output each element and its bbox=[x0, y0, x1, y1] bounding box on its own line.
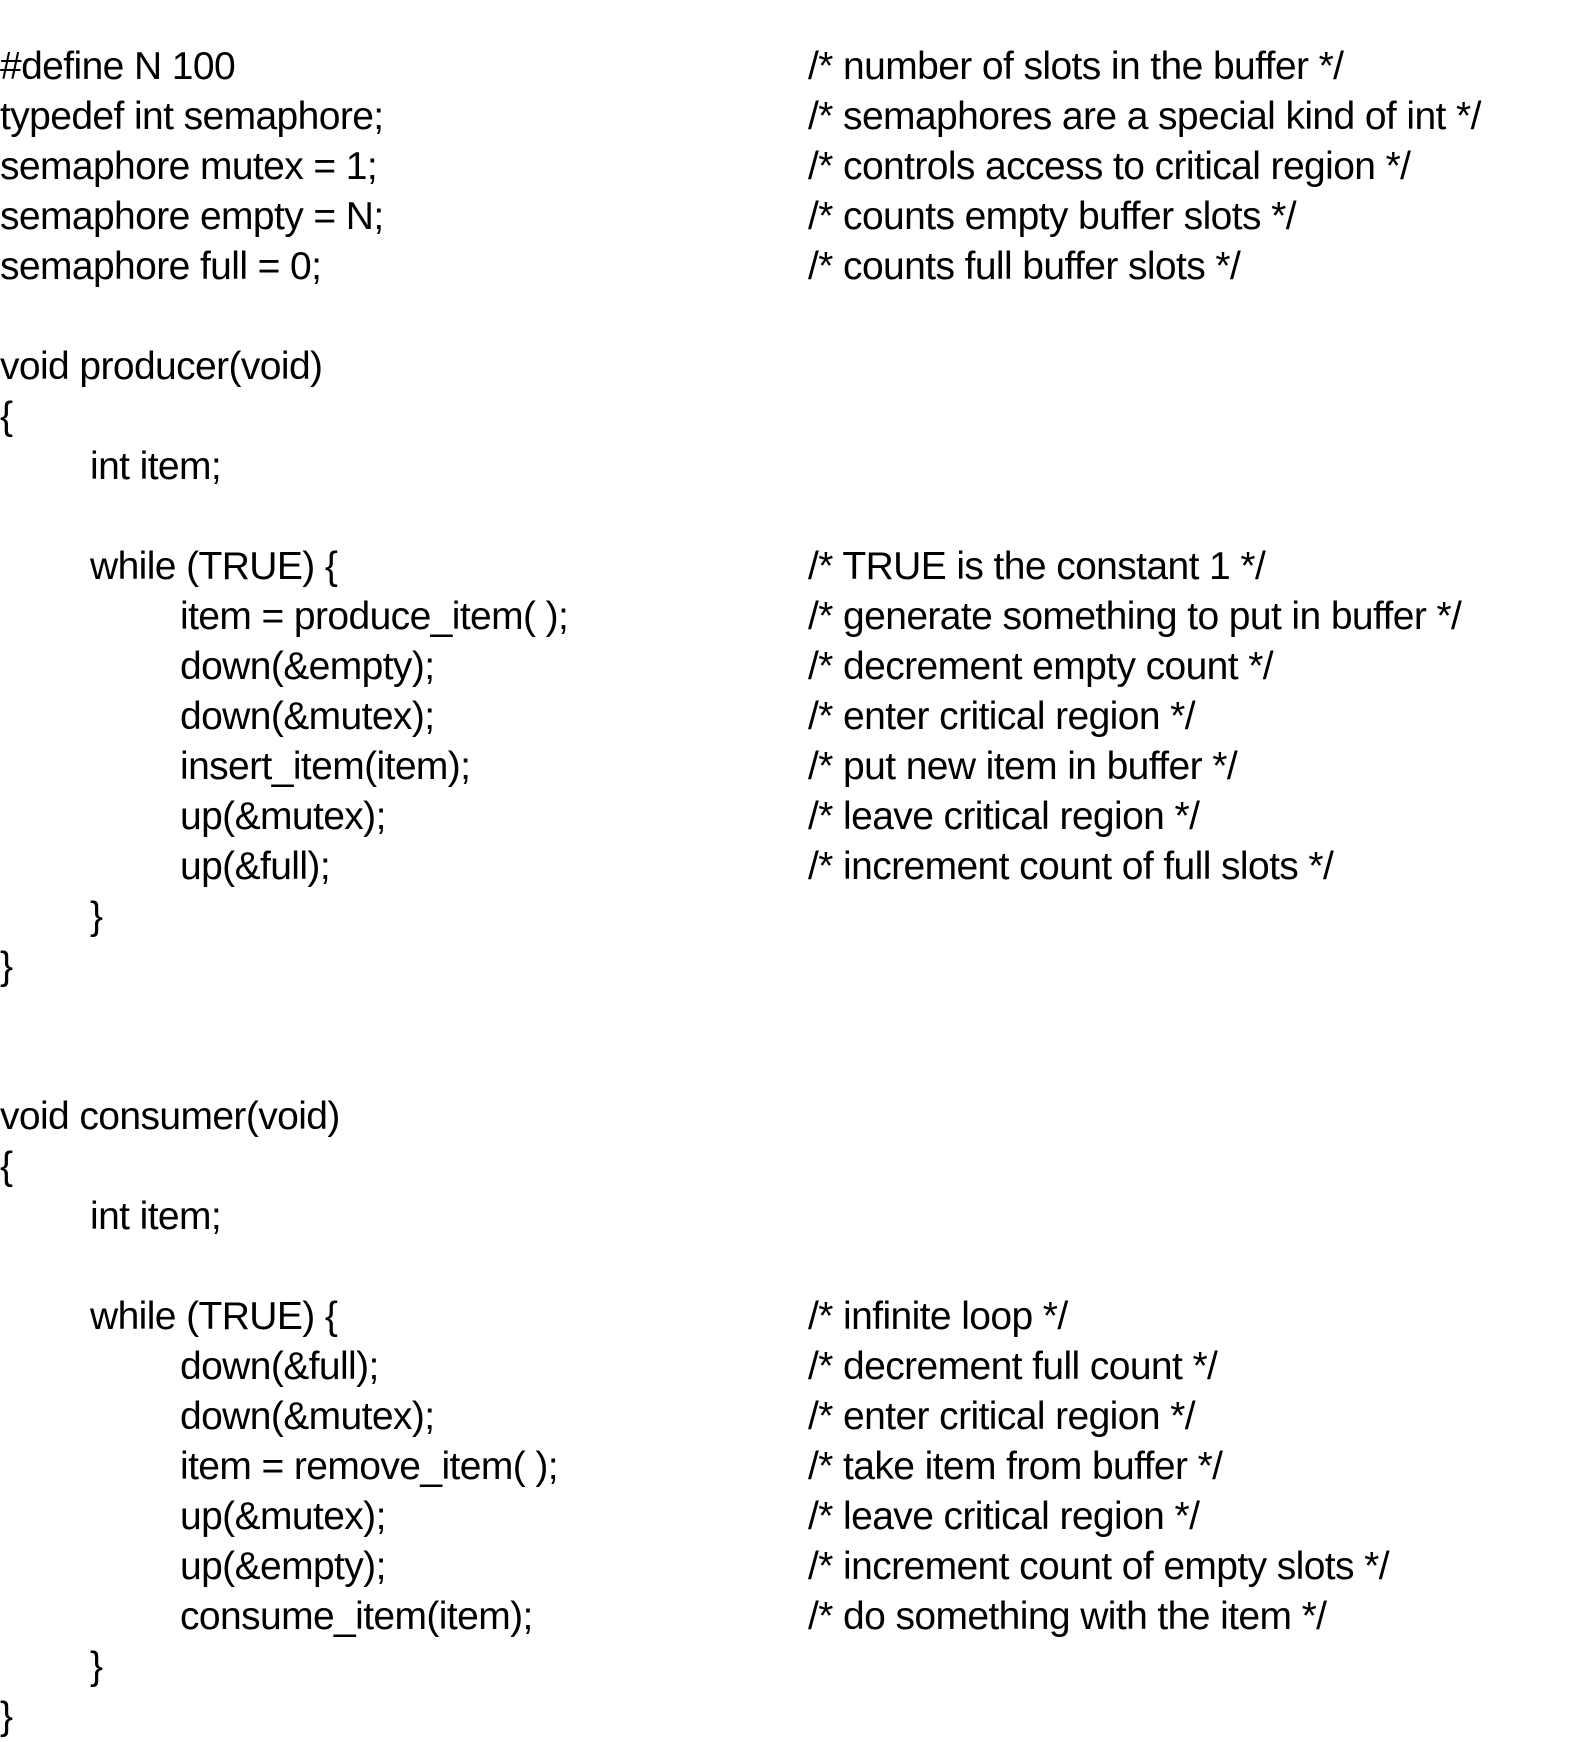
code-comment: /* enter critical region */ bbox=[808, 695, 1195, 738]
code-listing bbox=[0, 42, 1575, 1742]
code-comment: /* semaphores are a special kind of int */ bbox=[808, 95, 1481, 138]
code-line bbox=[0, 42, 1575, 92]
code-text: typedef int semaphore; bbox=[0, 95, 384, 138]
code-line bbox=[0, 542, 1575, 592]
code-comment: /* leave critical region */ bbox=[808, 1495, 1200, 1538]
code-text: } bbox=[0, 1695, 13, 1738]
code-text: down(&full); bbox=[180, 1345, 379, 1388]
code-comment: /* decrement empty count */ bbox=[808, 645, 1274, 688]
blank-line bbox=[0, 1242, 1575, 1292]
code-comment: /* increment count of empty slots */ bbox=[808, 1545, 1389, 1588]
code-line bbox=[0, 1542, 1575, 1592]
code-comment: /* enter critical region */ bbox=[808, 1395, 1195, 1438]
blank-line bbox=[0, 992, 1575, 1042]
code-comment: /* number of slots in the buffer */ bbox=[808, 45, 1344, 88]
code-line bbox=[0, 1592, 1575, 1642]
code-comment: /* increment count of full slots */ bbox=[808, 845, 1334, 888]
code-comment: /* counts empty buffer slots */ bbox=[808, 195, 1296, 238]
code-line bbox=[0, 592, 1575, 642]
code-text: down(&empty); bbox=[180, 645, 435, 688]
code-line bbox=[0, 1442, 1575, 1492]
code-line bbox=[0, 1642, 1575, 1692]
code-text: { bbox=[0, 1145, 13, 1188]
code-line bbox=[0, 742, 1575, 792]
code-line bbox=[0, 942, 1575, 992]
code-comment: /* controls access to critical region */ bbox=[808, 145, 1411, 188]
code-line bbox=[0, 892, 1575, 942]
code-text: up(&full); bbox=[180, 845, 331, 888]
code-text: #define N 100 bbox=[0, 45, 236, 88]
code-text: item = remove_item( ); bbox=[180, 1445, 558, 1488]
code-line bbox=[0, 1492, 1575, 1542]
code-line bbox=[0, 1142, 1575, 1192]
code-text: void consumer(void) bbox=[0, 1095, 340, 1138]
code-text: down(&mutex); bbox=[180, 695, 435, 738]
blank-line bbox=[0, 292, 1575, 342]
code-comment: /* leave critical region */ bbox=[808, 795, 1200, 838]
code-line bbox=[0, 142, 1575, 192]
code-line bbox=[0, 1192, 1575, 1242]
code-text: void producer(void) bbox=[0, 345, 323, 388]
code-comment: /* take item from buffer */ bbox=[808, 1445, 1223, 1488]
code-text: int item; bbox=[90, 1195, 222, 1238]
code-comment: /* TRUE is the constant 1 */ bbox=[808, 545, 1266, 588]
code-line bbox=[0, 1342, 1575, 1392]
code-text: semaphore full = 0; bbox=[0, 245, 322, 288]
code-text: while (TRUE) { bbox=[90, 1295, 338, 1338]
code-text: up(&empty); bbox=[180, 1545, 386, 1588]
code-line bbox=[0, 1692, 1575, 1742]
code-text: down(&mutex); bbox=[180, 1395, 435, 1438]
code-text: } bbox=[0, 945, 13, 988]
code-line bbox=[0, 242, 1575, 292]
code-text: { bbox=[0, 395, 13, 438]
code-line bbox=[0, 642, 1575, 692]
code-text: } bbox=[90, 895, 103, 938]
code-text: semaphore empty = N; bbox=[0, 195, 384, 238]
code-line bbox=[0, 1092, 1575, 1142]
code-text: semaphore mutex = 1; bbox=[0, 145, 378, 188]
code-text: while (TRUE) { bbox=[90, 545, 338, 588]
code-text: consume_item(item); bbox=[180, 1595, 533, 1638]
code-comment: /* put new item in buffer */ bbox=[808, 745, 1238, 788]
code-line bbox=[0, 392, 1575, 442]
code-text: insert_item(item); bbox=[180, 745, 471, 788]
code-comment: /* counts full buffer slots */ bbox=[808, 245, 1241, 288]
code-text: } bbox=[90, 1645, 103, 1688]
code-comment: /* do something with the item */ bbox=[808, 1595, 1327, 1638]
code-comment: /* infinite loop */ bbox=[808, 1295, 1068, 1338]
code-line bbox=[0, 342, 1575, 392]
code-text: item = produce_item( ); bbox=[180, 595, 569, 638]
code-line bbox=[0, 1292, 1575, 1342]
code-line bbox=[0, 792, 1575, 842]
code-text: int item; bbox=[90, 445, 222, 488]
code-comment: /* generate something to put in buffer */ bbox=[808, 595, 1462, 638]
code-line bbox=[0, 692, 1575, 742]
code-text: up(&mutex); bbox=[180, 1495, 386, 1538]
code-text: up(&mutex); bbox=[180, 795, 386, 838]
code-comment: /* decrement full count */ bbox=[808, 1345, 1218, 1388]
blank-line bbox=[0, 492, 1575, 542]
code-line bbox=[0, 192, 1575, 242]
code-line bbox=[0, 92, 1575, 142]
code-line bbox=[0, 1392, 1575, 1442]
code-line bbox=[0, 842, 1575, 892]
code-line bbox=[0, 442, 1575, 492]
blank-line bbox=[0, 1042, 1575, 1092]
